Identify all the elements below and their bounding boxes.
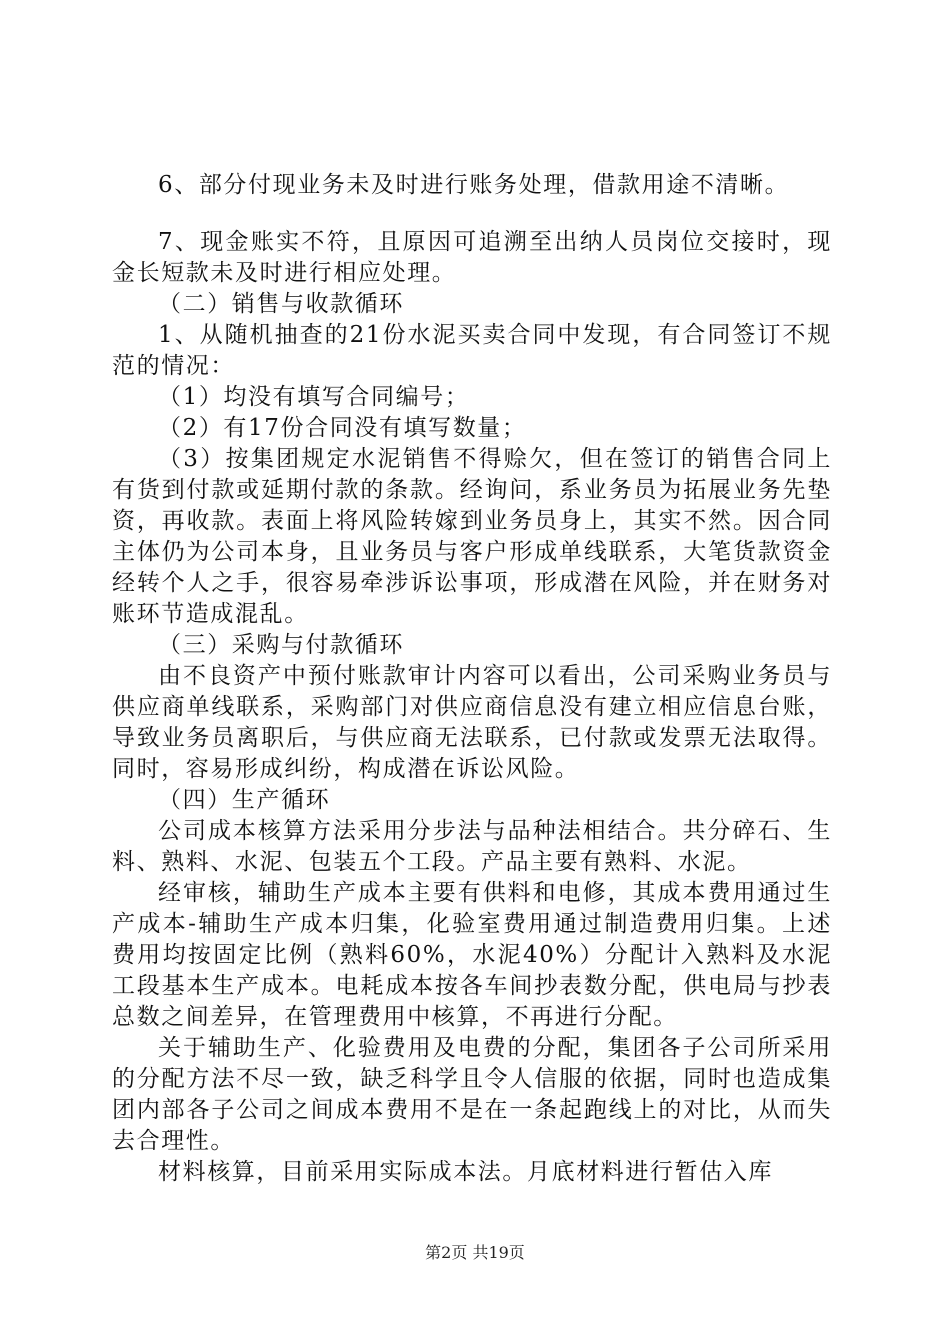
paragraph-sales-1-sub-1: （1）均没有填写合同编号； <box>158 384 470 410</box>
paragraph-production-1: 公司成本核算方法采用分步法与品种法相结合。共分碎石、生料、熟料、水泥、包装五个工段。产品主要有熟料、水泥。 <box>112 818 832 875</box>
paragraph-sales-1: 1、从随机抽查的21份水泥买卖合同中发现，有合同签订不规范的情况： <box>112 322 832 379</box>
paragraph-item-7: 7、现金账实不符，且原因可追溯至出纳人员岗位交接时，现金长短款未及时进行相应处理。 <box>112 229 832 286</box>
paragraph-sales-1-sub-3: （3）按集团规定水泥销售不得赊欠，但在签订的销售合同上有货到付款或延期付款的条款。经询问，系业务员为拓展业务先垫资，再收款。表面上将风险转嫁到业务员身上，其实不然。因合同主体仍为公司本身，且业务员与客户形成单线联系，大笔货款资金经转个人之手，很容易牵涉诉讼事项，形成潜在风险，并在财务对账环节造成混乱。 <box>112 446 832 627</box>
paragraph-production-4: 材料核算，目前采用实际成本法。月底材料进行暂估入库 <box>158 1159 773 1185</box>
page-footer <box>0 1243 950 1263</box>
document-body <box>112 170 832 1188</box>
paragraph-item-6: 6、部分付现业务未及时进行账务处理，借款用途不清晰。 <box>158 172 790 198</box>
section-heading-sales: （二）销售与收款循环 <box>158 291 404 317</box>
section-heading-purchasing: （三）采购与付款循环 <box>158 632 404 658</box>
paragraph-purchasing: 由不良资产中预付账款审计内容可以看出，公司采购业务员与供应商单线联系，采购部门对供应商信息没有建立相应信息台账，导致业务员离职后，与供应商无法联系，已付款或发票无法取得。同时，容易形成纠纷，构成潜在诉讼风险。 <box>112 663 832 782</box>
paragraph-sales-1-sub-2: （2）有17份合同没有填写数量； <box>158 415 527 441</box>
page-number: 第2页 共19页 <box>425 1243 525 1262</box>
paragraph-production-3: 关于辅助生产、化验费用及电费的分配，集团各子公司所采用的分配方法不尽一致，缺乏科学且令人信服的依据，同时也造成集团内部各子公司之间成本费用不是在一条起跑线上的对比，从而失去合理性。 <box>112 1035 832 1154</box>
paragraph-production-2: 经审核，辅助生产成本主要有供料和电修，其成本费用通过生产成本-辅助生产成本归集，化验室费用通过制造费用归集。上述费用均按固定比例（熟料60%，水泥40%）分配计入熟料及水泥工段基本生产成本。电耗成本按各车间抄表数分配，供电局与抄表总数之间差异，在管理费用中核算，不再进行分配。 <box>112 880 832 1030</box>
section-heading-production: （四）生产循环 <box>158 787 331 813</box>
